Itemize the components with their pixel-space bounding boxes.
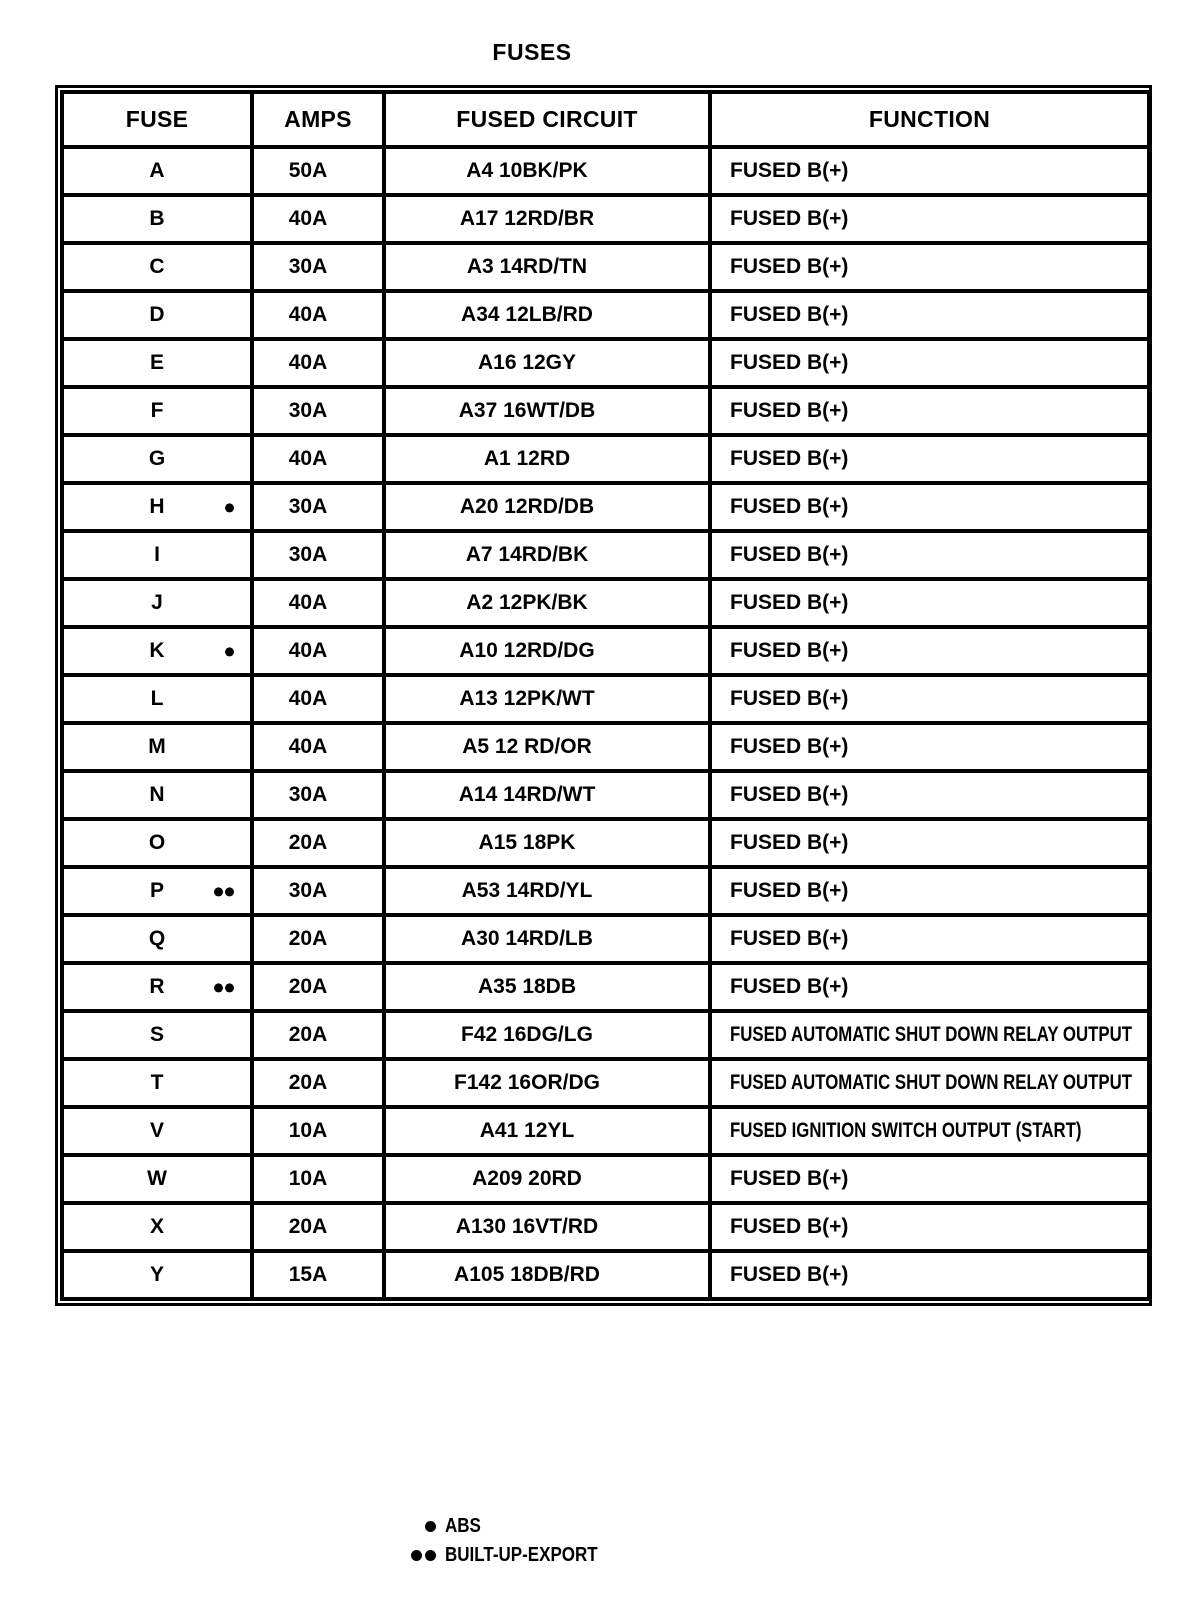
column-header-function: FUNCTION — [710, 92, 1149, 147]
function-cell — [710, 483, 1149, 531]
built-up-export-dot-icon — [411, 1550, 422, 1561]
amps-cell: 20A — [252, 1059, 384, 1107]
built-up-export-dot-icon — [225, 983, 234, 992]
function-cell — [710, 339, 1149, 387]
function-text: FUSED B(+) — [730, 831, 849, 854]
fuse-letter: K — [149, 639, 165, 662]
fuse-cell — [62, 1155, 252, 1203]
circuit-cell: A14 14RD/WT — [384, 771, 710, 819]
function-text: FUSED B(+) — [730, 927, 849, 950]
amps-cell: 30A — [252, 483, 384, 531]
marker-dots — [214, 887, 234, 896]
function-cell — [710, 1203, 1149, 1251]
amps-cell: 30A — [252, 531, 384, 579]
table-row — [62, 1011, 1149, 1059]
circuit-cell: F142 16OR/DG — [384, 1059, 710, 1107]
amps-cell: 40A — [252, 579, 384, 627]
circuit-cell: A10 12RD/DG — [384, 627, 710, 675]
function-text: FUSED B(+) — [730, 543, 849, 566]
fuse-letter: G — [148, 447, 166, 470]
legend-item — [404, 1541, 625, 1570]
fuse-letter: I — [154, 543, 160, 566]
fuse-letter: H — [149, 495, 165, 518]
amps-cell: 40A — [252, 435, 384, 483]
function-text: FUSED AUTOMATIC SHUT DOWN RELAY OUTPUT — [730, 1023, 1132, 1046]
function-cell — [710, 771, 1149, 819]
fuse-cell — [62, 675, 252, 723]
fuse-cell — [62, 579, 252, 627]
amps-cell: 40A — [252, 339, 384, 387]
page-title: FUSES — [492, 39, 572, 65]
fuse-letter: T — [150, 1071, 164, 1094]
function-cell — [710, 627, 1149, 675]
fuse-cell — [62, 915, 252, 963]
amps-cell: 40A — [252, 195, 384, 243]
amps-cell: 40A — [252, 675, 384, 723]
circuit-cell: A34 12LB/RD — [384, 291, 710, 339]
fuse-letter: P — [149, 879, 164, 902]
abs-dot-icon — [425, 1521, 436, 1532]
function-text: FUSED B(+) — [730, 1167, 849, 1190]
function-cell — [710, 435, 1149, 483]
function-cell — [710, 147, 1149, 195]
function-cell — [710, 1155, 1149, 1203]
fuse-letter: Q — [148, 927, 166, 950]
fuse-cell — [62, 1251, 252, 1299]
fuse-letter: X — [149, 1215, 164, 1238]
fuse-cell — [62, 1107, 252, 1155]
function-cell — [710, 243, 1149, 291]
amps-cell: 50A — [252, 147, 384, 195]
function-cell — [710, 579, 1149, 627]
fuse-cell — [62, 723, 252, 771]
circuit-cell: A1 12RD — [384, 435, 710, 483]
marker-dots — [214, 983, 234, 992]
function-cell — [710, 867, 1149, 915]
amps-cell: 20A — [252, 963, 384, 1011]
circuit-cell: A15 18PK — [384, 819, 710, 867]
fuse-letter: A — [149, 159, 165, 182]
function-text: FUSED B(+) — [730, 1263, 849, 1286]
table-header — [62, 92, 1149, 147]
function-cell — [710, 387, 1149, 435]
fuse-cell — [62, 243, 252, 291]
function-cell — [710, 1011, 1149, 1059]
column-header-fuse: FUSE — [62, 92, 252, 147]
fuse-letter: W — [147, 1167, 167, 1190]
amps-cell: 10A — [252, 1107, 384, 1155]
amps-cell: 40A — [252, 723, 384, 771]
function-cell — [710, 1059, 1149, 1107]
function-text: FUSED B(+) — [730, 879, 849, 902]
function-cell — [710, 675, 1149, 723]
function-text: FUSED B(+) — [730, 591, 849, 614]
fuse-cell — [62, 1203, 252, 1251]
function-text: FUSED B(+) — [730, 303, 849, 326]
fuse-letter: F — [150, 399, 164, 422]
marker-dots — [225, 503, 234, 512]
function-text: FUSED B(+) — [730, 735, 849, 758]
legend-dots — [404, 1550, 436, 1561]
circuit-cell: A130 16VT/RD — [384, 1203, 710, 1251]
circuit-cell: A105 18DB/RD — [384, 1251, 710, 1299]
circuit-cell: A17 12RD/BR — [384, 195, 710, 243]
function-text: FUSED AUTOMATIC SHUT DOWN RELAY OUTPUT — [730, 1071, 1132, 1094]
circuit-cell: A209 20RD — [384, 1155, 710, 1203]
column-header-amps: AMPS — [252, 92, 384, 147]
function-cell — [710, 915, 1149, 963]
function-cell — [710, 195, 1149, 243]
table-row — [62, 1155, 1149, 1203]
circuit-cell: A41 12YL — [384, 1107, 710, 1155]
fuse-letter: R — [149, 975, 165, 998]
function-cell — [710, 1251, 1149, 1299]
fuse-cell — [62, 819, 252, 867]
fuse-letter: V — [149, 1119, 164, 1142]
circuit-cell: A35 18DB — [384, 963, 710, 1011]
fuse-cell — [62, 291, 252, 339]
function-text: FUSED B(+) — [730, 255, 849, 278]
circuit-cell: A7 14RD/BK — [384, 531, 710, 579]
amps-cell: 20A — [252, 1011, 384, 1059]
fuse-letter: L — [150, 687, 164, 710]
amps-cell: 30A — [252, 387, 384, 435]
abs-dot-icon — [225, 647, 234, 656]
table-row — [62, 531, 1149, 579]
column-header-circuit: FUSED CIRCUIT — [384, 92, 710, 147]
table-body — [62, 147, 1149, 1299]
circuit-cell: A16 12GY — [384, 339, 710, 387]
built-up-export-dot-icon — [225, 887, 234, 896]
table-row — [62, 1203, 1149, 1251]
function-text: FUSED B(+) — [730, 399, 849, 422]
fuse-letter: C — [149, 255, 165, 278]
function-text: FUSED B(+) — [730, 639, 849, 662]
table-row — [62, 1107, 1149, 1155]
fuse-cell — [62, 627, 252, 675]
circuit-cell: A20 12RD/DB — [384, 483, 710, 531]
legend — [404, 1512, 625, 1570]
function-cell — [710, 723, 1149, 771]
fuse-cell — [62, 387, 252, 435]
table-row — [62, 339, 1149, 387]
circuit-cell: A53 14RD/YL — [384, 867, 710, 915]
fuse-cell — [62, 1059, 252, 1107]
fuse-letter: S — [149, 1023, 164, 1046]
fuse-cell — [62, 195, 252, 243]
fuse-cell — [62, 867, 252, 915]
function-cell — [710, 291, 1149, 339]
function-cell — [710, 963, 1149, 1011]
function-text: FUSED B(+) — [730, 495, 849, 518]
table-row — [62, 579, 1149, 627]
fuse-letter: O — [148, 831, 166, 854]
amps-cell: 40A — [252, 291, 384, 339]
amps-cell: 15A — [252, 1251, 384, 1299]
amps-cell: 30A — [252, 867, 384, 915]
circuit-cell: A13 12PK/WT — [384, 675, 710, 723]
circuit-cell: A5 12 RD/OR — [384, 723, 710, 771]
built-up-export-dot-icon — [425, 1550, 436, 1561]
table-row — [62, 483, 1149, 531]
table-row — [62, 915, 1149, 963]
fuse-letter: M — [148, 735, 166, 758]
table-row — [62, 867, 1149, 915]
function-text: FUSED B(+) — [730, 351, 849, 374]
function-text: FUSED IGNITION SWITCH OUTPUT (START) — [730, 1119, 1082, 1142]
function-text: FUSED B(+) — [730, 975, 849, 998]
header-row — [62, 92, 1149, 147]
table-row — [62, 963, 1149, 1011]
amps-cell: 20A — [252, 819, 384, 867]
function-cell — [710, 1107, 1149, 1155]
fuse-cell — [62, 771, 252, 819]
function-cell — [710, 531, 1149, 579]
circuit-cell: A3 14RD/TN — [384, 243, 710, 291]
amps-cell: 20A — [252, 1203, 384, 1251]
function-text: FUSED B(+) — [730, 207, 849, 230]
table-row — [62, 675, 1149, 723]
built-up-export-dot-icon — [214, 887, 223, 896]
table-row — [62, 243, 1149, 291]
marker-dots — [225, 647, 234, 656]
circuit-cell: A30 14RD/LB — [384, 915, 710, 963]
table-row — [62, 387, 1149, 435]
amps-cell: 20A — [252, 915, 384, 963]
fuse-letter: B — [149, 207, 165, 230]
legend-dots — [404, 1521, 436, 1532]
table-row — [62, 147, 1149, 195]
table-row — [62, 1251, 1149, 1299]
legend-item — [404, 1512, 625, 1541]
amps-cell: 30A — [252, 243, 384, 291]
circuit-cell: A2 12PK/BK — [384, 579, 710, 627]
amps-cell: 30A — [252, 771, 384, 819]
amps-cell: 10A — [252, 1155, 384, 1203]
fuse-letter: E — [149, 351, 164, 374]
fuse-cell — [62, 963, 252, 1011]
table-row — [62, 435, 1149, 483]
fuse-letter: Y — [149, 1263, 164, 1286]
table-row — [62, 291, 1149, 339]
function-text: FUSED B(+) — [730, 687, 849, 710]
table-row — [62, 1059, 1149, 1107]
fuses-table — [60, 90, 1151, 1301]
fuse-cell — [62, 339, 252, 387]
table-row — [62, 627, 1149, 675]
legend-label: BUILT-UP-EXPORT — [445, 1544, 598, 1566]
amps-cell: 40A — [252, 627, 384, 675]
fuse-letter: J — [151, 591, 163, 614]
function-cell — [710, 819, 1149, 867]
fuse-cell — [62, 147, 252, 195]
fuses-table-frame — [55, 85, 1152, 1306]
fuse-cell — [62, 1011, 252, 1059]
function-text: FUSED B(+) — [730, 1215, 849, 1238]
table-row — [62, 195, 1149, 243]
function-text: FUSED B(+) — [730, 783, 849, 806]
table-row — [62, 819, 1149, 867]
table-row — [62, 723, 1149, 771]
fuse-letter: D — [149, 303, 165, 326]
table-row — [62, 771, 1149, 819]
fuse-letter: N — [149, 783, 165, 806]
circuit-cell: A37 16WT/DB — [384, 387, 710, 435]
function-text: FUSED B(+) — [730, 159, 849, 182]
fuse-cell — [62, 483, 252, 531]
function-text: FUSED B(+) — [730, 447, 849, 470]
abs-dot-icon — [225, 503, 234, 512]
fuse-cell — [62, 435, 252, 483]
fuse-cell — [62, 531, 252, 579]
circuit-cell: A4 10BK/PK — [384, 147, 710, 195]
built-up-export-dot-icon — [214, 983, 223, 992]
legend-label: ABS — [445, 1515, 481, 1537]
circuit-cell: F42 16DG/LG — [384, 1011, 710, 1059]
